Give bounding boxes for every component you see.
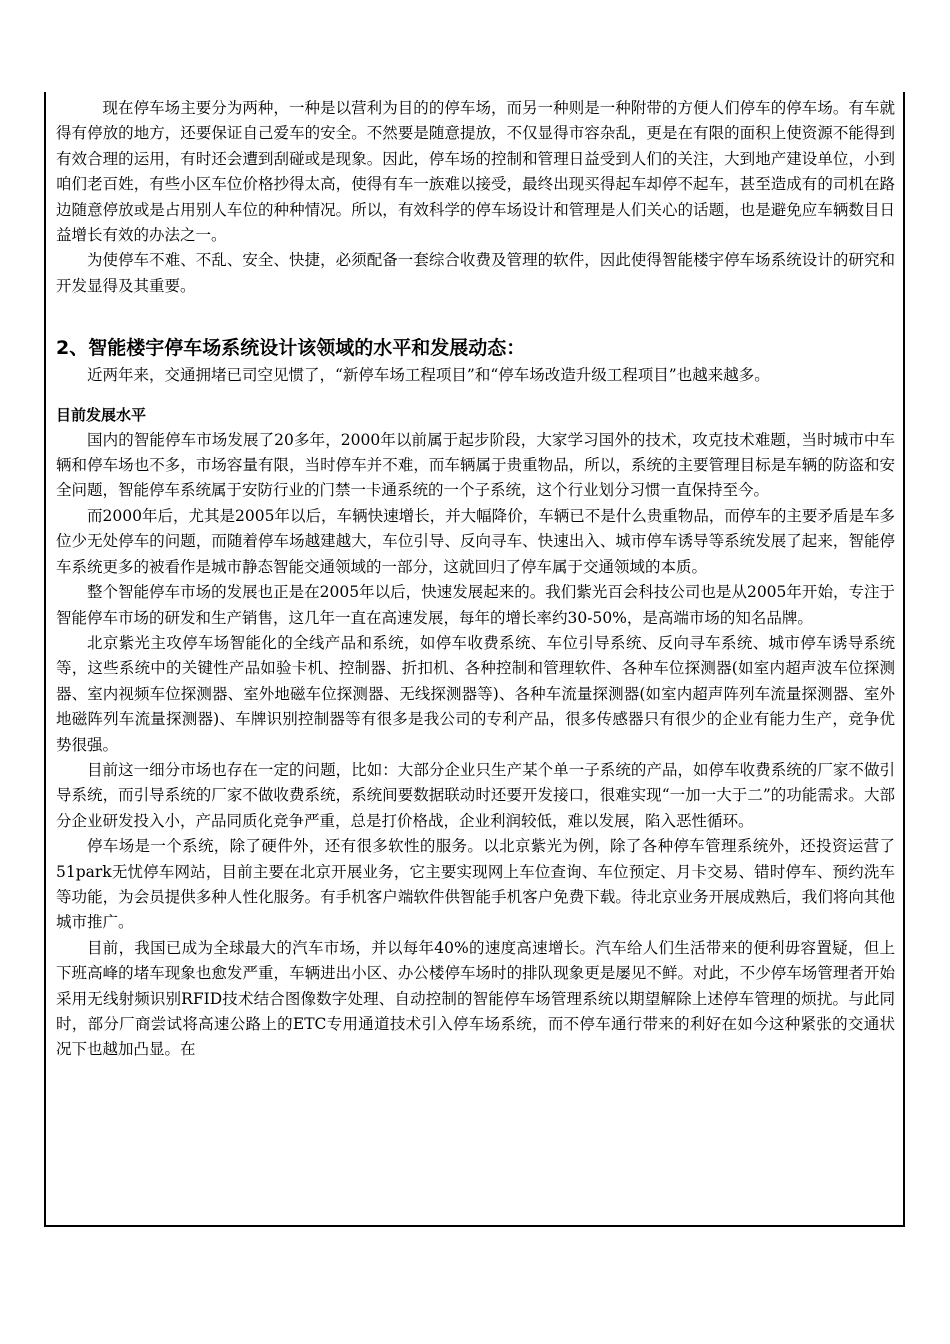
spacer [56,299,895,333]
body-paragraph: 整个智能停车市场的发展也正是在2005年以后，快速发展起来的。我们紫光百会科技公司也是从2005年开始，专注于智能停车市场的研发和生产销售，这几年一直在高速发展，每年的增长率约30-50%，是高端市场的知名品牌。 [56,583,895,627]
body-paragraph: 停车场是一个系统，除了硬件外，还有很多软性的服务。以北京紫光为例，除了各种停车管理系统外，还投资运营了51park无忧停车网站，目前主要在北京开展业务，它主要实现网上车位查询、车位预定、月卡交易、错时停车、预约洗车等功能，为会员提供多种人性化服务。有手机客户端软件供智能手机客户免费下载。待北京业务开展成熟后，我们将向其他城市推广。 [56,837,895,932]
section-heading: 2、智能楼宇停车场系统设计该领域的水平和发展动态： [56,337,526,360]
body-paragraph: 目前这一细分市场也存在一定的问题，比如：大部分企业只生产某个单一子系统的产品，如停车收费系统的厂家不做引导系统，而引导系统的厂家不做收费系统，系统间要数据联动时还要开发接口，很难实现“一加一大于二”的功能需求。大部分企业研发投入小，产品同质化竞争严重，总是打价格战，企业利润较低，难以发展，陷入恶性循环。 [56,760,895,830]
intro-paragraph-2: 为使停车不难、不乱、安全、快捷，必须配备一套综合收费及管理的软件，因此使得智能楼宇停车场系统设计的研究和开发显得及其重要。 [56,251,895,295]
body-paragraph: 而2000年后，尤其是2005年以后，车辆快速增长，并大幅降价，车辆已不是什么贵重物品，而停车的主要矛盾是车多位少无处停车的问题，而随着停车场越建越大，车位引导、反向寻车、快速出入、城市停车诱导等系统发展了起来，智能停车系统更多的被看作是城市静态智能交通领域的一部分，这就回归了停车属于交通领域的本质。 [56,506,895,576]
spacer [56,389,895,403]
content-frame [44,92,905,1227]
body-paragraph: 北京紫光主攻停车场智能化的全线产品和系统，如停车收费系统、车位引导系统、反向寻车系统、城市停车诱导系统等，这些系统中的关键性产品如验卡机、控制器、折扣机、各种控制和管理软件、各种车位探测器(如室内超声波车位探测器、室内视频车位探测器、室外地磁车位探测器、无线探测器等)、各种车流量探测器(如室内超声阵列车流量探测器、室外地磁阵列车流量探测器)、车牌识别控制器等有很多是我公司的专利产品，很多传感器只有很少的企业有能力生产，竞争优势很强。 [56,633,895,754]
intro-paragraph-1: 现在停车场主要分为两种，一种是以营利为目的的停车场，而另一种则是一种附带的方便人们停车的停车场。有车就得有停放的地方，还要保证自己爱车的安全。不然要是随意提放，不仅显得市容杂乱，更是在有限的面积上使资源不能得到有效合理的运用，有时还会遭到刮碰或是现象。因此，停车场的控制和管理日益受到人们的关注，大到地产建设单位，小到咱们老百姓，有些小区车位价格抄得太高，使得有车一族难以接受，最终出现买得起车却停不起车，甚至造成有的司机在路边随意停放或是占用别人车位的种种情况。所以，有效科学的停车场设计和管理是人们关心的话题，也是避免应车辆数目日益增长有效的办法之一。 [56,99,895,245]
section-paragraph-intro: 近两年来，交通拥堵已司空见惯了，“新停车场工程项目”和“停车场改造升级工程项目”也越来越多。 [87,366,770,385]
body-paragraph: 目前，我国已成为全球最大的汽车市场，并以每年40%的速度高速增长。汽车给人们生活带来的便利毋容置疑，但上下班高峰的堵车现象也愈发严重，车辆进出小区、办公楼停车场时的排队现象更是屡见不鲜。对此，不少停车场管理者开始采用无线射频识别RFID技术结合图像数字处理、自动控制的智能停车场管理系统以期望解除上述停车管理的烦扰。与此同时，部分厂商尝试将高速公路上的ETC专用通道技术引入停车场系统，而不停车通行带来的利好在如今这种紧张的交通状况下也越加凸显。在 [56,938,895,1059]
document-body [56,96,895,1063]
subsection-heading: 目前发展水平 [56,405,147,424]
body-paragraph: 国内的智能停车市场发展了20多年，2000年以前属于起步阶段，大家学习国外的技术，攻克技术难题，当时城市中车辆和停车场也不多，市场容量有限，当时停车并不难，而车辆属于贵重物品，所以，系统的主要管理目标是车辆的防盗和安全问题，智能停车系统属于安防行业的门禁一卡通系统的一个子系统，这个行业划分习惯一直保持至今。 [56,430,895,500]
